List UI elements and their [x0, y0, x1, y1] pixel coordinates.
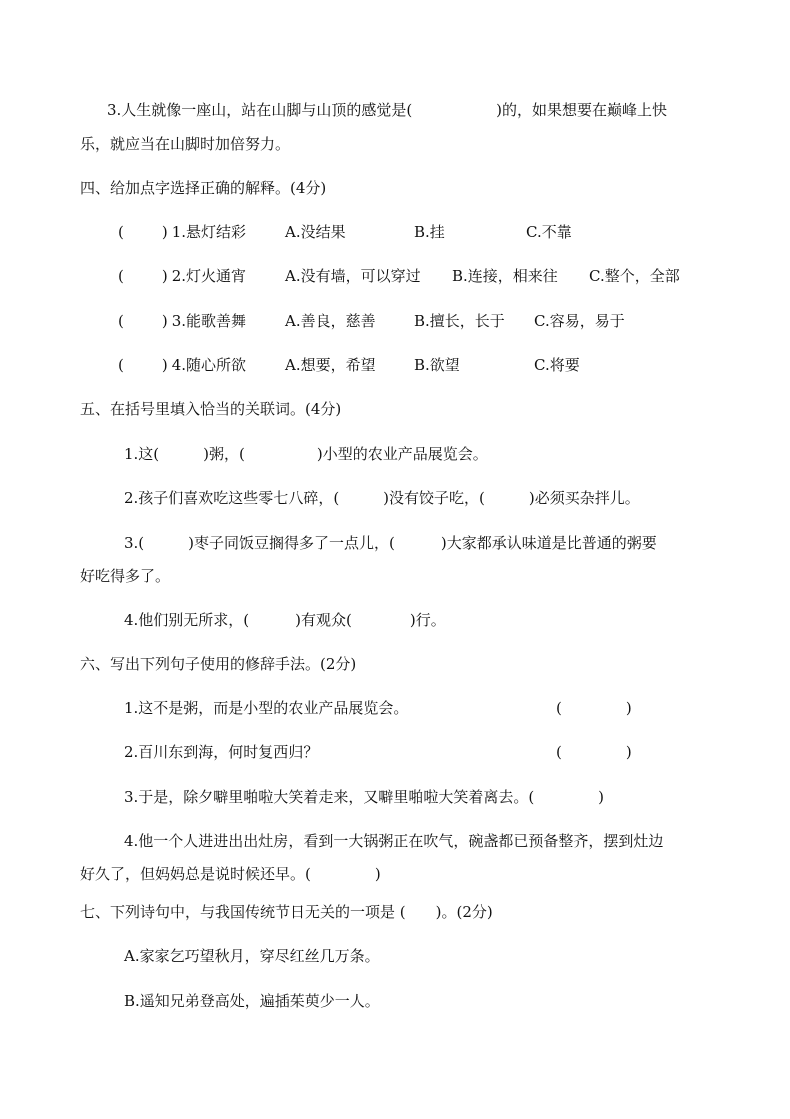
s5-q1-part2: )粥，( — [203, 445, 245, 463]
option-c: C.整个，全部 — [589, 267, 680, 285]
s4-item-2 — [118, 266, 246, 286]
paren-close: ) — [161, 223, 168, 241]
option-c: C.容易，易于 — [534, 312, 625, 330]
s4-item-1-c — [526, 222, 572, 242]
s4-item-4 — [118, 355, 246, 375]
s5-q4-part2: )有观众( — [295, 611, 352, 629]
s5-q3-part2: )枣子同饭豆搁得多了一点儿，( — [188, 534, 395, 552]
s5-q3-part3: )大家都承认味道是比普通的粥要 — [440, 534, 657, 552]
option-c: C.将要 — [534, 356, 580, 374]
item-word: 4.随心所欲 — [171, 356, 247, 374]
s5-q2 — [124, 488, 640, 508]
s4-item-2-a — [285, 266, 421, 286]
item-word: 2.灯火通宵 — [171, 267, 247, 285]
s6-q4-line2 — [80, 864, 381, 884]
s5-q2-part2: )没有饺子吃，( — [383, 489, 485, 507]
option-b: B.擅长，长于 — [414, 312, 505, 330]
s6-q2 — [124, 742, 318, 762]
paren-close: ) — [598, 788, 605, 806]
s4-item-1 — [118, 222, 246, 242]
s4-item-3-c — [534, 311, 625, 331]
q3-line-1 — [107, 100, 667, 120]
s6-q4-text-2: 好久了，但妈妈总是说时候还早。( — [80, 865, 311, 883]
s5-q3-line2-text: 好吃得多了。 — [80, 567, 171, 585]
item-word: 3.能歌善舞 — [171, 312, 247, 330]
s6-q1 — [124, 698, 408, 718]
paren-close: ) — [161, 356, 168, 374]
option-a: A.没结果 — [285, 223, 346, 241]
item-word: 1.悬灯结彩 — [171, 223, 247, 241]
s6-q2-text: 2.百川东到海，何时复西归？ — [124, 743, 319, 761]
option-a: A.善良，慈善 — [285, 312, 376, 330]
s5-q1 — [124, 444, 488, 464]
s6-q4-text: 4.他一个人进进出出灶房，看到一大锅粥正在吹气，碗盏都已预备整齐，摆到灶边 — [124, 832, 664, 850]
option-a: A.想要，希望 — [285, 356, 376, 374]
paren-close: ) — [161, 312, 168, 330]
s5-q4 — [124, 610, 446, 630]
paren-close: ) — [161, 267, 168, 285]
option-c: C.不靠 — [526, 223, 572, 241]
q3-line-2 — [80, 134, 290, 154]
s5-q4-part3: )行。 — [409, 611, 446, 629]
s5-q3-part1: 3.( — [124, 534, 145, 552]
s6-q3 — [124, 787, 604, 807]
paren-open: ( — [118, 356, 124, 374]
s4-item-2-c — [589, 266, 680, 286]
section6-title — [80, 654, 356, 674]
s5-q1-part1: 1.这( — [124, 445, 160, 463]
section4-title-text: 四、给加点字选择正确的解释。(4分) — [80, 179, 327, 197]
q3-text-end: )的，如果想要在巅峰上快 — [496, 101, 668, 119]
paren-close: ) — [625, 743, 632, 761]
section7-title-text: 七、下列诗句中，与我国传统节日无关的一项是 ( — [80, 903, 406, 921]
s4-item-3-b — [414, 311, 505, 331]
paren-open: ( — [118, 223, 124, 241]
s4-item-4-b — [414, 355, 460, 375]
section7-title — [80, 902, 493, 922]
paren-open: ( — [556, 743, 562, 761]
s4-item-2-b — [452, 266, 558, 286]
q3-text-2: 乐，就应当在山脚时加倍努力。 — [80, 135, 291, 153]
s5-q3-line1 — [124, 533, 657, 553]
section5-title — [80, 399, 341, 419]
option-b: B.欲望 — [414, 356, 460, 374]
paren-close: ) — [374, 865, 381, 883]
option-b: B.挂 — [414, 223, 445, 241]
s5-q2-part3: )必须买杂拌儿。 — [528, 489, 640, 507]
s4-item-1-b — [414, 222, 445, 242]
option-b: B.连接，相来往 — [452, 267, 558, 285]
s6-q3-text: 3.于是，除夕噼里啪啦大笑着走来，又噼里啪啦大笑着离去。( — [124, 788, 535, 806]
s7-option-a-text: A.家家乞巧望秋月，穿尽红丝几万条。 — [124, 947, 380, 965]
s6-q1-paren — [556, 698, 632, 718]
paren-open: ( — [118, 312, 124, 330]
s4-item-4-c — [534, 355, 580, 375]
s5-q4-part1: 4.他们别无所求，( — [124, 611, 250, 629]
s4-item-3-a — [285, 311, 376, 331]
section4-title — [80, 178, 326, 198]
section6-title-text: 六、写出下列句子使用的修辞手法。(2分) — [80, 655, 357, 673]
q3-text: 3.人生就像一座山，站在山脚与山顶的感觉是( — [107, 101, 413, 119]
s4-item-4-a — [285, 355, 376, 375]
s7-option-b — [124, 991, 380, 1011]
s6-q4-line1 — [124, 831, 663, 851]
s4-item-1-a — [285, 222, 346, 242]
s5-q1-part3: )小型的农业产品展览会。 — [316, 445, 488, 463]
s4-item-3 — [118, 311, 246, 331]
s6-q2-paren — [556, 742, 632, 762]
paren-open: ( — [118, 267, 124, 285]
s5-q3-line2 — [80, 566, 170, 586]
section5-title-text: 五、在括号里填入恰当的关联词。(4分) — [80, 400, 342, 418]
s6-q1-text: 1.这不是粥，而是小型的农业产品展览会。 — [124, 699, 409, 717]
paren-close: ) — [625, 699, 632, 717]
s5-q2-part1: 2.孩子们喜欢吃这些零七八碎，( — [124, 489, 340, 507]
section7-title-end: )。(2分) — [435, 903, 493, 921]
s7-option-b-text: B.遥知兄弟登高处，遍插茱萸少一人。 — [124, 992, 380, 1010]
option-a: A.没有墙，可以穿过 — [285, 267, 421, 285]
paren-open: ( — [556, 699, 562, 717]
s7-option-a — [124, 946, 380, 966]
